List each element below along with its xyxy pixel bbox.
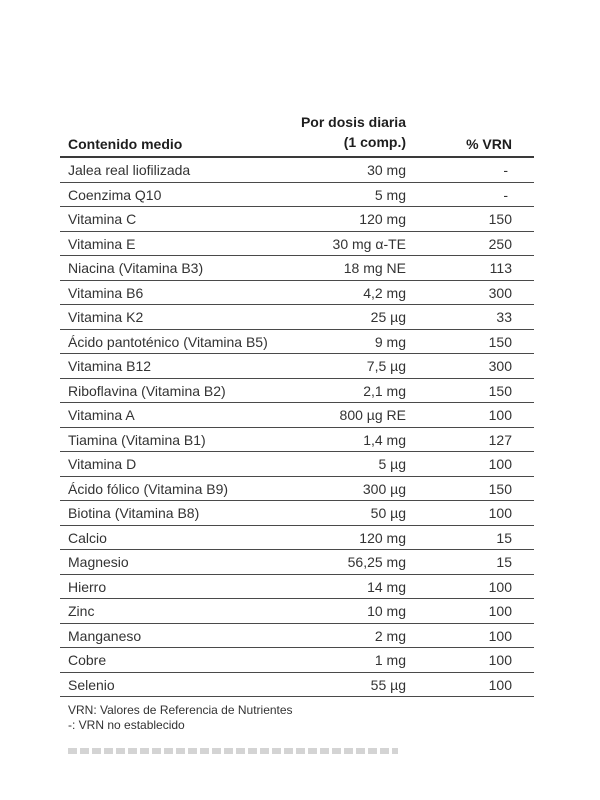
nutrient-amount: 120 mg: [359, 211, 406, 227]
nutrient-vrn: 300: [488, 358, 512, 374]
nutrient-vrn: -: [503, 162, 508, 178]
nutrient-name: Cobre: [68, 652, 107, 668]
footnote-dash: -: VRN no establecido: [68, 718, 185, 732]
nutrient-name: Vitamina D: [68, 456, 137, 472]
nutrient-vrn: 113: [489, 260, 512, 276]
nutrient-vrn: 250: [488, 235, 512, 252]
nutrient-vrn: -: [503, 186, 508, 203]
nutrient-amount: 55 µg: [370, 676, 406, 693]
nutrient-amount: 50 µg: [370, 505, 406, 521]
table-row: [60, 379, 534, 404]
nutrient-name: Vitamina A: [68, 407, 135, 423]
table-row: [60, 599, 534, 624]
nutrient-vrn: 15: [496, 554, 512, 570]
nutrient-vrn: 100: [488, 505, 512, 521]
table-row: [60, 624, 534, 649]
table-row: [60, 575, 534, 600]
table-row: [60, 281, 534, 306]
table-row: [60, 256, 534, 281]
nutrient-amount: 10 mg: [367, 603, 406, 619]
nutrient-name: Manganeso: [68, 627, 142, 644]
nutrient-amount: 30 mg: [367, 162, 406, 178]
nutrient-vrn: 100: [488, 627, 512, 644]
nutrient-amount: 5 mg: [374, 186, 406, 203]
table-row: [60, 207, 534, 232]
table-row: [60, 428, 534, 453]
nutrient-vrn: 150: [488, 211, 512, 227]
nutrient-name: Riboflavina (Vitamina B2): [68, 382, 226, 399]
nutrient-vrn: 33: [496, 309, 512, 325]
nutrient-vrn: 150: [488, 480, 512, 497]
nutrient-vrn: 100: [488, 603, 512, 619]
nutrient-name: Vitamina B6: [68, 284, 144, 301]
table-row: [60, 403, 534, 428]
nutrient-name: Vitamina K2: [68, 309, 144, 325]
table-row: [60, 550, 534, 575]
nutrient-amount: 18 mg NE: [343, 260, 406, 276]
nutrient-vrn: 100: [488, 407, 512, 423]
table-row: [60, 648, 534, 673]
nutrient-amount: 2 mg: [374, 627, 406, 644]
table-row: [60, 232, 534, 257]
nutrient-amount: 30 mg α-TE: [332, 235, 406, 252]
nutrient-name: Coenzima Q10: [68, 186, 162, 203]
table-row: [60, 477, 534, 502]
header-daily-dose-line1: Por dosis diaria: [300, 114, 406, 130]
nutrient-vrn: 100: [488, 652, 512, 668]
table-row: [60, 330, 534, 355]
nutrient-name: Tiamina (Vitamina B1): [68, 431, 206, 448]
nutrient-name: Calcio: [68, 529, 107, 546]
table-row: [60, 158, 534, 183]
nutrient-name: Magnesio: [68, 554, 129, 570]
footnote-vrn: VRN: Valores de Referencia de Nutrientes: [68, 703, 293, 717]
nutrient-name: Vitamina C: [68, 211, 137, 227]
nutrient-amount: 2,1 mg: [363, 382, 406, 399]
header-content: Contenido medio: [68, 136, 183, 152]
nutrient-amount: 1 mg: [374, 652, 406, 668]
table-body: [60, 158, 534, 697]
table-row: [60, 305, 534, 330]
table-row: [60, 501, 534, 526]
nutrient-name: Jalea real liofilizada: [68, 162, 191, 178]
header-vrn: % VRN: [466, 136, 512, 152]
table-row: [60, 183, 534, 208]
nutrient-amount: 56,25 mg: [347, 554, 406, 570]
nutrient-amount: 9 mg: [374, 333, 406, 350]
nutrient-name: Selenio: [68, 676, 115, 693]
nutrient-vrn: 150: [488, 333, 512, 350]
nutrient-amount: 120 mg: [359, 529, 406, 546]
table-row: [60, 526, 534, 551]
nutrient-amount: 5 µg: [378, 456, 406, 472]
header-daily-dose: [301, 112, 406, 152]
table-row: [60, 452, 534, 477]
nutrient-vrn: 100: [488, 578, 512, 595]
nutrient-name: Zinc: [68, 603, 95, 619]
nutrient-amount: 14 mg: [367, 578, 406, 595]
nutrient-name: Vitamina B12: [68, 358, 152, 374]
table-row: [60, 673, 534, 698]
nutrient-vrn: 150: [488, 382, 512, 399]
nutrient-amount: 800 µg RE: [339, 407, 406, 423]
nutrient-amount: 4,2 mg: [363, 284, 406, 301]
nutrient-name: Niacina (Vitamina B3): [68, 260, 204, 276]
table-row: [60, 354, 534, 379]
nutrient-name: Hierro: [68, 578, 107, 595]
nutrient-vrn: 127: [488, 431, 512, 448]
nutrient-amount: 7,5 µg: [366, 358, 406, 374]
nutrient-vrn: 15: [496, 529, 512, 546]
nutrient-name: Biotina (Vitamina B8): [68, 505, 200, 521]
nutrient-amount: 300 µg: [362, 480, 406, 497]
nutrient-vrn: 100: [488, 456, 512, 472]
header-daily-dose-line2: (1 comp.): [343, 134, 406, 150]
nutrient-name: Vitamina E: [68, 235, 136, 252]
nutrient-name: Ácido pantoténico (Vitamina B5): [68, 333, 268, 350]
nutrient-vrn: 100: [488, 676, 512, 693]
nutrient-name: Ácido fólico (Vitamina B9): [68, 480, 229, 497]
nutrient-amount: 1,4 mg: [363, 431, 406, 448]
nutrition-table: [60, 104, 534, 733]
cropped-text-fragment: [68, 748, 398, 754]
nutrient-amount: 25 µg: [370, 309, 406, 325]
footnotes: [60, 703, 534, 733]
nutrient-vrn: 300: [488, 284, 512, 301]
table-header: [60, 104, 534, 158]
